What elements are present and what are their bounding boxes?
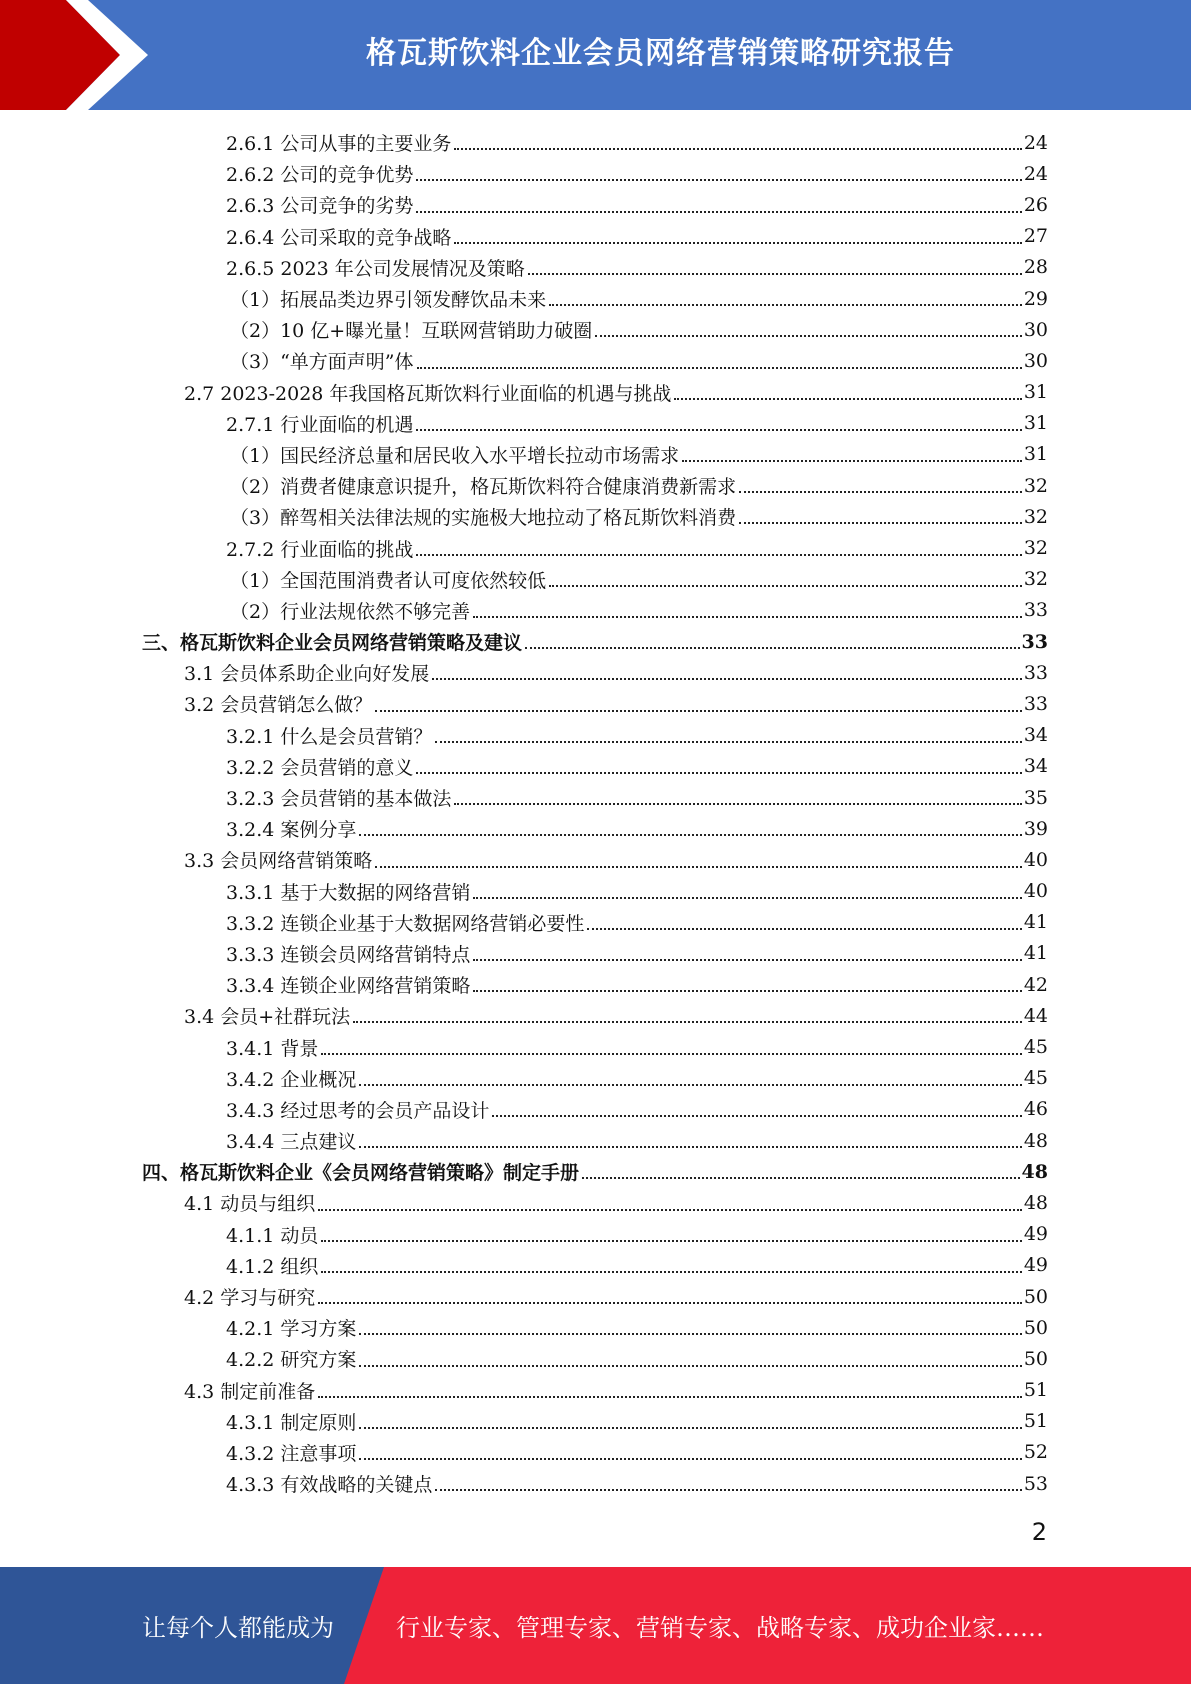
toc-entry-title: 4.3 制定前准备 (184, 1380, 316, 1403)
toc-dot-leader (454, 803, 1021, 805)
toc-entry[interactable] (142, 189, 1048, 220)
toc-entry[interactable] (142, 1125, 1048, 1156)
toc-entry-page: 35 (1023, 786, 1048, 809)
toc-entry-title: 三、格瓦斯饮料企业会员网络营销策略及建议 (142, 632, 523, 655)
page-header (0, 0, 1191, 110)
toc-dot-leader (375, 866, 1022, 868)
toc-entry-title: 四、格瓦斯饮料企业《会员网络营销策略》制定手册 (142, 1162, 580, 1185)
toc-entry[interactable] (142, 314, 1048, 345)
toc-entry-page: 28 (1023, 256, 1048, 279)
toc-dot-leader (432, 678, 1022, 680)
toc-entry-title: 4.1 动员与组织 (184, 1193, 316, 1216)
toc-dot-leader (416, 772, 1021, 774)
toc-entry-title: 2.6.3 公司竞争的劣势 (226, 195, 414, 218)
toc-entry[interactable] (142, 1063, 1048, 1094)
toc-entry-page: 41 (1023, 942, 1048, 965)
toc-entry-page: 30 (1023, 349, 1048, 372)
toc-dot-leader (473, 616, 1022, 618)
report-title: 格瓦斯饮料企业会员网络营销策略研究报告 (366, 36, 955, 71)
toc-entry-page: 24 (1023, 131, 1048, 154)
toc-entry[interactable] (142, 720, 1048, 751)
toc-entry[interactable] (142, 439, 1048, 470)
toc-entry-page: 30 (1023, 318, 1048, 341)
toc-entry[interactable] (142, 876, 1048, 907)
toc-entry[interactable] (142, 969, 1048, 1000)
toc-dot-leader (595, 335, 1022, 337)
toc-entry-page: 41 (1023, 911, 1048, 934)
toc-entry-page: 45 (1023, 1036, 1048, 1059)
toc-dot-leader (528, 273, 1022, 275)
toc-dot-leader (375, 710, 1022, 712)
toc-entry-title: 3.4 会员+社群玩法 (184, 1006, 351, 1029)
toc-entry[interactable] (142, 1250, 1048, 1281)
toc-dot-leader (359, 1365, 1021, 1367)
toc-entry[interactable] (142, 1000, 1048, 1031)
header-arrow-decoration (0, 0, 160, 110)
toc-entry[interactable] (142, 938, 1048, 969)
toc-entry-title: 3.3.4 连锁企业网络营销策略 (226, 975, 471, 998)
toc-entry-title: 3.2 会员营销怎么做？ (184, 694, 373, 717)
toc-entry-page: 49 (1023, 1223, 1048, 1246)
toc-dot-leader (739, 491, 1022, 493)
toc-entry[interactable] (142, 782, 1048, 813)
toc-dot-leader (416, 429, 1021, 431)
toc-dot-leader (359, 1427, 1021, 1429)
toc-entry[interactable] (142, 1094, 1048, 1125)
toc-entry-page: 32 (1023, 474, 1048, 497)
toc-dot-leader (587, 928, 1021, 930)
toc-entry-page: 33 (1023, 692, 1048, 715)
toc-entry[interactable] (142, 283, 1048, 314)
toc-entry-page: 40 (1023, 880, 1048, 903)
toc-dot-leader (318, 1302, 1022, 1304)
page-number: 2 (1031, 1518, 1047, 1546)
toc-entry[interactable] (142, 595, 1048, 626)
toc-entry-page: 33 (1021, 630, 1048, 653)
toc-entry[interactable] (142, 532, 1048, 563)
toc-entry[interactable] (142, 252, 1048, 283)
toc-entry-title: 3.2.1 什么是会员营销？ (226, 725, 433, 748)
toc-entry-title: 2.7 2023-2028 年我国格瓦斯饮料行业面临的机遇与挑战 (184, 382, 672, 405)
toc-entry[interactable] (142, 564, 1048, 595)
toc-entry[interactable] (142, 1219, 1048, 1250)
toc-entry-page: 52 (1023, 1441, 1048, 1464)
toc-entry-title: 3.3.1 基于大数据的网络营销 (226, 881, 471, 904)
toc-entry-title: （2）消费者健康意识提升，格瓦斯饮料符合健康消费新需求 (230, 476, 737, 499)
toc-entry-title: 4.3.3 有效战略的关键点 (226, 1474, 433, 1497)
toc-entry-title: 4.2 学习与研究 (184, 1287, 316, 1310)
toc-entry[interactable] (142, 501, 1048, 532)
toc-entry[interactable] (142, 1468, 1048, 1499)
toc-entry-page: 53 (1023, 1472, 1048, 1495)
toc-entry-title: （1）拓展品类边界引领发酵饮品未来 (230, 289, 547, 312)
toc-entry[interactable] (142, 470, 1048, 501)
toc-dot-leader (318, 1209, 1022, 1211)
toc-entry-page: 50 (1023, 1285, 1048, 1308)
toc-entry-page: 50 (1023, 1316, 1048, 1339)
toc-entry-title: 3.4.1 背景 (226, 1037, 319, 1060)
toc-entry-page: 51 (1023, 1410, 1048, 1433)
toc-entry-title: （2）10 亿+曝光量！互联网营销助力破圈 (230, 320, 593, 343)
toc-entry-title: 2.6.1 公司从事的主要业务 (226, 133, 452, 156)
toc-entry[interactable] (142, 657, 1048, 688)
toc-entry-page: 48 (1021, 1160, 1048, 1183)
toc-entry-title: 2.6.4 公司采取的竞争战略 (226, 226, 452, 249)
toc-entry[interactable] (142, 688, 1048, 719)
toc-entry-title: 4.2.2 研究方案 (226, 1349, 357, 1372)
toc-dot-leader (435, 741, 1021, 743)
toc-dot-leader (674, 398, 1021, 400)
toc-dot-leader (473, 897, 1021, 899)
toc-entry-page: 27 (1023, 225, 1048, 248)
toc-dot-leader (435, 1489, 1021, 1491)
toc-entry-title: 3.3.2 连锁企业基于大数据网络营销必要性 (226, 912, 585, 935)
toc-entry-page: 31 (1023, 443, 1048, 466)
toc-dot-leader (318, 1396, 1022, 1398)
toc-entry-page: 34 (1023, 755, 1048, 778)
toc-entry-title: 3.1 会员体系助企业向好发展 (184, 663, 430, 686)
toc-entry-page: 32 (1023, 505, 1048, 528)
footer-slogan-left: 让每个人都能成为 (142, 1614, 334, 1642)
toc-entry-page: 29 (1023, 287, 1048, 310)
toc-entry-title: 4.2.1 学习方案 (226, 1318, 357, 1341)
page-footer (0, 1567, 1191, 1684)
toc-entry-page: 51 (1023, 1379, 1048, 1402)
toc-dot-leader (473, 959, 1021, 961)
toc-entry[interactable] (142, 377, 1048, 408)
toc-dot-leader (525, 647, 1020, 649)
toc-dot-leader (416, 554, 1021, 556)
toc-entry[interactable] (142, 1187, 1048, 1218)
toc-dot-leader (353, 1021, 1022, 1023)
toc-dot-leader (739, 522, 1022, 524)
toc-dot-leader (359, 1333, 1021, 1335)
toc-dot-leader (416, 179, 1021, 181)
toc-entry-page: 31 (1023, 412, 1048, 435)
toc-entry-page: 40 (1023, 848, 1048, 871)
toc-dot-leader (473, 990, 1021, 992)
toc-entry-page: 33 (1023, 599, 1048, 622)
toc-entry-page: 50 (1023, 1347, 1048, 1370)
toc-entry-page: 49 (1023, 1254, 1048, 1277)
toc-dot-leader (321, 1240, 1021, 1242)
toc-entry-page: 32 (1023, 537, 1048, 560)
toc-entry[interactable] (142, 1312, 1048, 1343)
toc-entry-page: 24 (1023, 162, 1048, 185)
footer-slogan-right: 行业专家、管理专家、营销专家、战略专家、成功企业家…… (396, 1614, 1044, 1642)
toc-entry-page: 26 (1023, 193, 1048, 216)
toc-entry[interactable] (142, 345, 1048, 376)
toc-dot-leader (582, 1177, 1020, 1179)
toc-entry[interactable] (142, 844, 1048, 875)
toc-entry-title: 3.2.4 案例分享 (226, 819, 357, 842)
toc-dot-leader (549, 585, 1022, 587)
toc-entry-title: 2.7.1 行业面临的机遇 (226, 413, 414, 436)
toc-entry-page: 44 (1023, 1004, 1048, 1027)
toc-dot-leader (549, 304, 1022, 306)
toc-entry[interactable] (142, 158, 1048, 189)
toc-entry[interactable] (142, 1281, 1048, 1312)
toc-entry-page: 31 (1023, 381, 1048, 404)
toc-entry-page: 48 (1023, 1129, 1048, 1152)
toc-entry[interactable] (142, 813, 1048, 844)
toc-entry[interactable] (142, 1156, 1048, 1187)
toc-dot-leader (416, 211, 1021, 213)
toc-entry-title: 3.3.3 连锁会员网络营销特点 (226, 943, 471, 966)
toc-entry-title: 2.6.5 2023 年公司发展情况及策略 (226, 257, 525, 280)
toc-entry-page: 33 (1023, 661, 1048, 684)
toc-entry-title: （2）行业法规依然不够完善 (230, 600, 471, 623)
toc-entry-title: （3）醉驾相关法律法规的实施极大地拉动了格瓦斯饮料消费 (230, 507, 737, 530)
toc-dot-leader (454, 148, 1021, 150)
toc-entry-title: （1）全国范围消费者认可度依然较低 (230, 569, 547, 592)
toc-entry-title: 3.4.2 企业概况 (226, 1068, 357, 1091)
toc-entry-page: 48 (1023, 1191, 1048, 1214)
toc-entry-page: 32 (1023, 568, 1048, 591)
table-of-contents (142, 127, 1048, 1499)
toc-entry[interactable] (142, 1437, 1048, 1468)
toc-dot-leader (359, 1084, 1021, 1086)
toc-entry-page: 46 (1023, 1098, 1048, 1121)
toc-entry-title: 3.4.4 三点建议 (226, 1131, 357, 1154)
toc-entry-title: 4.1.1 动员 (226, 1224, 319, 1247)
toc-entry-title: 3.2.2 会员营销的意义 (226, 756, 414, 779)
toc-entry[interactable] (142, 408, 1048, 439)
toc-dot-leader (682, 460, 1022, 462)
toc-dot-leader (359, 1458, 1021, 1460)
toc-entry-title: （1）国民经济总量和居民收入水平增长拉动市场需求 (230, 444, 680, 467)
toc-entry-page: 39 (1023, 817, 1048, 840)
toc-entry-page: 42 (1023, 973, 1048, 996)
toc-entry[interactable] (142, 907, 1048, 938)
toc-dot-leader (454, 242, 1021, 244)
toc-entry[interactable] (142, 1343, 1048, 1374)
toc-dot-leader (417, 367, 1022, 369)
toc-entry[interactable] (142, 751, 1048, 782)
toc-entry[interactable] (142, 1031, 1048, 1062)
toc-entry-title: 2.7.2 行业面临的挑战 (226, 538, 414, 561)
toc-entry-title: 3.4.3 经过思考的会员产品设计 (226, 1099, 490, 1122)
toc-dot-leader (321, 1271, 1021, 1273)
toc-entry[interactable] (142, 626, 1048, 657)
toc-entry-title: 4.3.2 注意事项 (226, 1442, 357, 1465)
toc-dot-leader (492, 1115, 1021, 1117)
toc-entry-page: 45 (1023, 1067, 1048, 1090)
toc-entry-title: 3.2.3 会员营销的基本做法 (226, 788, 452, 811)
toc-entry-title: 3.3 会员网络营销策略 (184, 850, 373, 873)
toc-entry-title: 4.1.2 组织 (226, 1255, 319, 1278)
toc-entry-title: 2.6.2 公司的竞争优势 (226, 164, 414, 187)
toc-entry[interactable] (142, 1406, 1048, 1437)
toc-entry-title: 4.3.1 制定原则 (226, 1411, 357, 1434)
toc-dot-leader (359, 834, 1021, 836)
toc-entry[interactable] (142, 221, 1048, 252)
toc-dot-leader (321, 1053, 1021, 1055)
toc-entry-title: （3）“单方面声明”体 (230, 351, 414, 374)
toc-entry[interactable] (142, 1375, 1048, 1406)
toc-entry-page: 34 (1023, 724, 1048, 747)
toc-dot-leader (359, 1146, 1021, 1148)
toc-entry[interactable] (142, 127, 1048, 158)
